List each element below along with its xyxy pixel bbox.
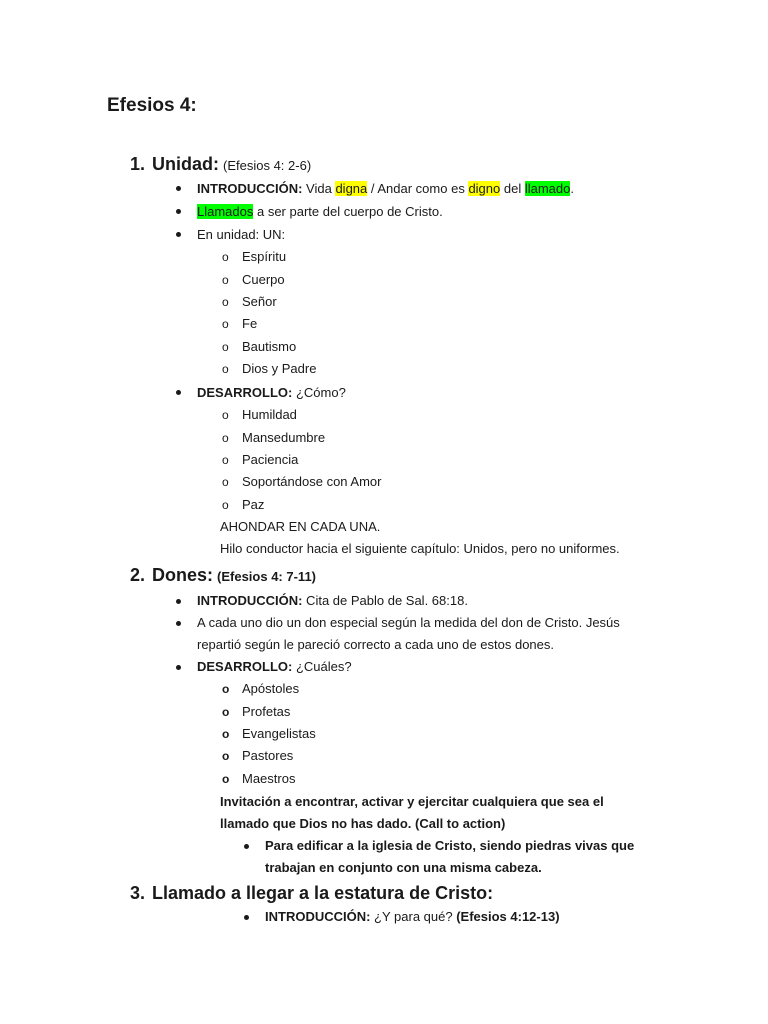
s2-edificar-line-1: Para edificar a la iglesia de Cristo, siendo piedras vivas que [265, 838, 635, 853]
bullet-icon [176, 209, 181, 214]
s1-ahondar: AHONDAR EN CADA UNA. [220, 519, 381, 534]
bullet-icon [176, 621, 181, 626]
s1-hilo: Hilo conductor hacia el siguiente capítulo: Unidos, pero no uniformes. [220, 541, 620, 556]
s1-llamados: Llamados a ser parte del cuerpo de Cristo. [197, 204, 443, 219]
bullet-icon [176, 665, 181, 670]
circle-bullet-icon: o [222, 498, 229, 512]
list-item: Dios y Padre [242, 361, 317, 376]
list-item: Mansedumbre [242, 430, 326, 445]
section-3-title: Llamado a llegar a la estatura de Cristo: [152, 883, 494, 903]
list-item: Profetas [242, 704, 291, 719]
s2-intro: INTRODUCCIÓN: Cita de Pablo de Sal. 68:18. [197, 593, 468, 608]
circle-bullet-icon: o [222, 408, 229, 422]
s1-intro: INTRODUCCIÓN: Vida digna / Andar como es digno del llamado. [197, 181, 574, 196]
list-item: Fe [242, 316, 258, 331]
list-item: Evangelistas [242, 726, 316, 741]
list-item: Señor [242, 294, 277, 309]
s2-invitacion-line-2: llamado que Dios no has dado. (Call to action) [220, 816, 506, 831]
circle-bullet-icon: o [222, 682, 230, 696]
circle-bullet-icon: o [222, 475, 229, 489]
circle-bullet-icon: o [222, 727, 230, 741]
bullet-icon [176, 186, 181, 191]
circle-bullet-icon: o [222, 453, 229, 467]
section-1-ref: (Efesios 4: 2-6) [223, 158, 312, 173]
s3-intro: INTRODUCCIÓN: ¿Y para qué? (Efesios 4:12-13) [265, 909, 560, 924]
s2-acada-line-1: A cada uno dio un don especial según la medida del don de Cristo. Jesús [197, 615, 620, 630]
list-item: Humildad [242, 407, 297, 422]
circle-bullet-icon: o [222, 772, 230, 786]
bullet-icon [244, 915, 249, 920]
bullet-icon [244, 844, 249, 849]
list-item: Espíritu [242, 249, 287, 264]
circle-bullet-icon: o [222, 317, 229, 331]
section-1-heading: 1. Unidad: (Efesios 4: 2-6) [130, 154, 312, 174]
list-item: Apóstoles [242, 681, 300, 696]
section-3-heading: 3. Llamado a llegar a la estatura de Cristo: [130, 883, 494, 903]
section-2-ref: (Efesios 4: 7-11) [217, 569, 317, 584]
circle-bullet-icon: o [222, 295, 229, 309]
list-item: Cuerpo [242, 272, 285, 287]
list-item: Maestros [242, 771, 296, 786]
bullet-icon [176, 232, 181, 237]
section-2-heading: 2. Dones: (Efesios 4: 7-11) [130, 565, 317, 585]
circle-bullet-icon: o [222, 250, 229, 264]
list-item: Bautismo [242, 339, 297, 354]
section-2-title: Dones: [152, 565, 214, 585]
list-item: Pastores [242, 748, 294, 763]
circle-bullet-icon: o [222, 273, 229, 287]
circle-bullet-icon: o [222, 749, 230, 763]
list-item: Paz [242, 497, 265, 512]
list-item: Soportándose con Amor [242, 474, 382, 489]
circle-bullet-icon: o [222, 431, 229, 445]
bullet-icon [176, 390, 181, 395]
bullet-icon [176, 599, 181, 604]
s2-acada-line-2: repartió según le pareció correcto a cada uno de estos dones. [197, 637, 555, 652]
s2-edificar-line-2: trabajan en conjunto con una misma cabeza. [265, 860, 542, 875]
section-1-title: Unidad: [152, 154, 219, 174]
circle-bullet-icon: o [222, 362, 229, 376]
list-item: Paciencia [242, 452, 299, 467]
document-title: Efesios 4: [107, 95, 197, 116]
s2-invitacion-line-1: Invitación a encontrar, activar y ejercitar cualquiera que sea el [220, 794, 604, 809]
s2-desarrollo: DESARROLLO: ¿Cuáles? [197, 659, 352, 674]
circle-bullet-icon: o [222, 705, 230, 719]
s1-desarrollo: DESARROLLO: ¿Cómo? [197, 385, 346, 400]
s1-unidad: En unidad: UN: [197, 227, 286, 242]
circle-bullet-icon: o [222, 340, 229, 354]
